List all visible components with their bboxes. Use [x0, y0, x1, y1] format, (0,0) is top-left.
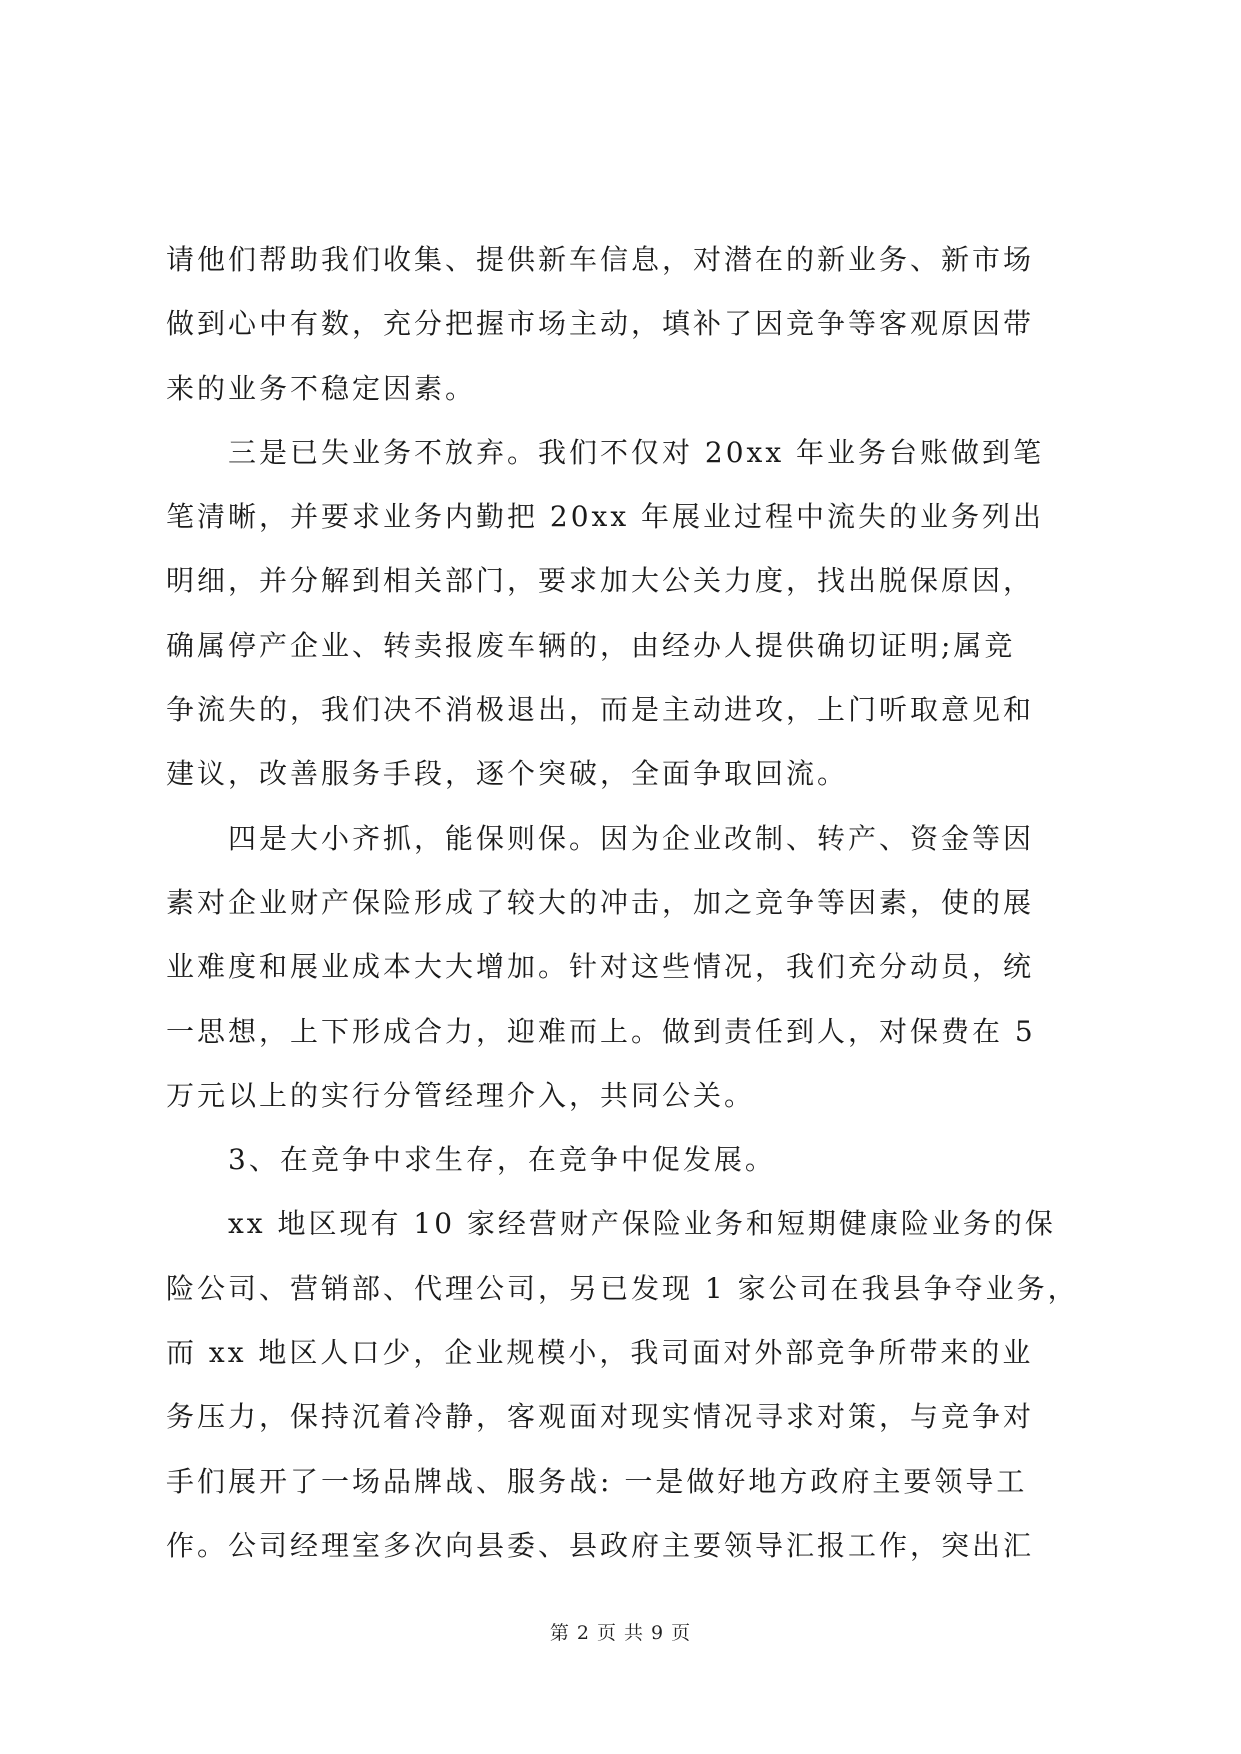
- text-line: 争流失的，我们决不消极退出，而是主动进攻，上门听取意见和: [166, 693, 1035, 727]
- body-text: [166, 228, 1086, 1578]
- page-number-footer: 第 2 页 共 9 页: [549, 1622, 692, 1644]
- text-line: 3、在竞争中求生存，在竞争中促发展。: [166, 1143, 776, 1177]
- text-line: 笔清晰，并要求业务内勤把 20xx 年展业过程中流失的业务列出: [166, 500, 1045, 534]
- text-line: 做到心中有数，充分把握市场主动，填补了因竞争等客观原因带: [166, 307, 1035, 341]
- text-line: xx 地区现有 10 家经营财产保险业务和短期健康险业务的保: [166, 1207, 1056, 1241]
- text-line: 明细，并分解到相关部门，要求加大公关力度，找出脱保原因，: [166, 564, 1035, 598]
- text-line: 确属停产企业、转卖报废车辆的，由经办人提供确切证明;属竞: [166, 628, 1016, 662]
- text-line: 四是大小齐抓，能保则保。因为企业改制、转产、资金等因: [166, 821, 1035, 855]
- text-line: 手们展开了一场品牌战、服务战: 一是做好地方政府主要领导工: [166, 1464, 1028, 1498]
- text-line: 来的业务不稳定因素。: [166, 371, 477, 405]
- text-line: 素对企业财产保险形成了较大的冲击，加之竞争等因素，使的展: [166, 885, 1035, 919]
- text-line: 作。公司经理室多次向县委、县政府主要领导汇报工作，突出汇: [166, 1528, 1035, 1562]
- text-line: 建议，改善服务手段，逐个突破，全面争取回流。: [166, 757, 849, 791]
- text-line: 而 xx 地区人口少，企业规模小，我司面对外部竞争所带来的业: [166, 1336, 1034, 1370]
- text-line: 业难度和展业成本大大增加。针对这些情况，我们充分动员，统: [166, 950, 1035, 984]
- text-line: 险公司、营销部、代理公司，另已发现 1 家公司在我县争夺业务，: [166, 1271, 1079, 1305]
- text-line: 万元以上的实行分管经理介入，共同公关。: [166, 1078, 756, 1112]
- text-line: 请他们帮助我们收集、提供新车信息，对潜在的新业务、新市场: [166, 243, 1035, 276]
- text-line: 三是已失业务不放弃。我们不仅对 20xx 年业务台账做到笔: [166, 435, 1045, 469]
- text-line: 务压力，保持沉着冷静，客观面对现实情况寻求对策，与竞争对: [166, 1400, 1035, 1434]
- text-line: 一思想，上下形成合力，迎难而上。做到责任到人，对保费在 5: [166, 1014, 1036, 1048]
